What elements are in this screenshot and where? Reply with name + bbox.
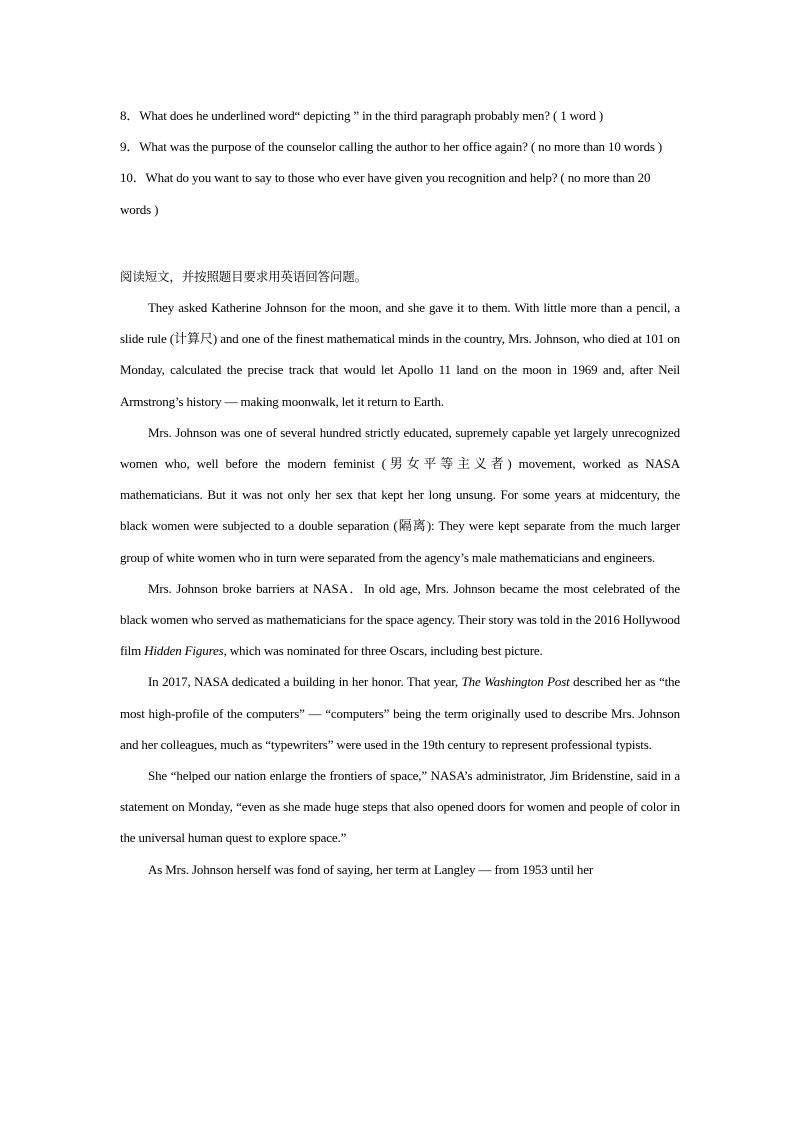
question-8: 8．What does he underlined word“ depicting ” in the third paragraph probably men? ( 1 word ) (120, 108, 604, 123)
document-page (120, 100, 680, 885)
film-title-hidden-figures: Hidden Figures (144, 643, 224, 659)
paragraph-4-text-after: described her as “the most high-profile of the computers” — “computers” being the term originally used to describe Mrs. Johnson and her colleagues, much as “typewriters” were used in the 19th century to represent professional typists. (120, 674, 681, 752)
paragraph-6: As Mrs. Johnson herself was fond of saying, her term at Langley — from 1953 until her (148, 861, 594, 877)
paragraph-3 (120, 573, 680, 667)
reading-instruction: 阅读短文，并按照题目要求用英语回答问题。 (120, 268, 368, 284)
question-9: 9．What was the purpose of the counselor calling the author to her office again? ( no more than 10 words ) (120, 139, 663, 155)
question-10: 10．What do you want to say to those who ever have given you recognition and help? ( no more than 20 words ) (120, 170, 651, 217)
paragraph-4 (120, 666, 680, 760)
paragraph-3-text-after: , which was nominated for three Oscars, including best picture. (223, 643, 543, 659)
section-gap (120, 225, 680, 261)
newspaper-title-washington-post: The Washington Post (461, 674, 570, 690)
paragraph-3-text-before: Mrs. Johnson broke barriers at NASA．In old age, Mrs. Johnson became the most celebrated of the black women who served as mathematicians for the space agency. Their story was told in the 2016 Hollywood film (120, 580, 680, 659)
paragraph-2: Mrs. Johnson was one of several hundred strictly educated, supremely capable yet largely unrecognized women who, well before the modern feminist (男女平等主义者) movement, worked as NASA mathematicians. But it was not only her sex that kept her long unsung. For some years at midcentury, the black women were subjected to a double separation (隔离): They were kept separate from the much larger group of white women who in turn were separated from the agency’s male mathematicians and engineers. (120, 424, 680, 565)
paragraph-4-text-before: In 2017, NASA dedicated a building in her honor. That year, (148, 674, 462, 690)
paragraph-1: They asked Katherine Johnson for the moon, and she gave it to them. With little more than a pencil, a slide rule (计算尺) and one of the finest mathematical minds in the country, Mrs. Johnson, who died at 101 on Monday, calculated the precise track that would let Apollo 11 land on the moon in 1969 and, after Neil Armstrong’s history — making moonwalk, let it return to Earth. (120, 300, 680, 409)
paragraph-5: She “helped our nation enlarge the frontiers of space,” NASA’s administrator, Jim Bridenstine, said in a statement on Monday, “even as she made huge steps that also opened doors for women and people of color in the universal human quest to explore space.” (120, 768, 680, 846)
